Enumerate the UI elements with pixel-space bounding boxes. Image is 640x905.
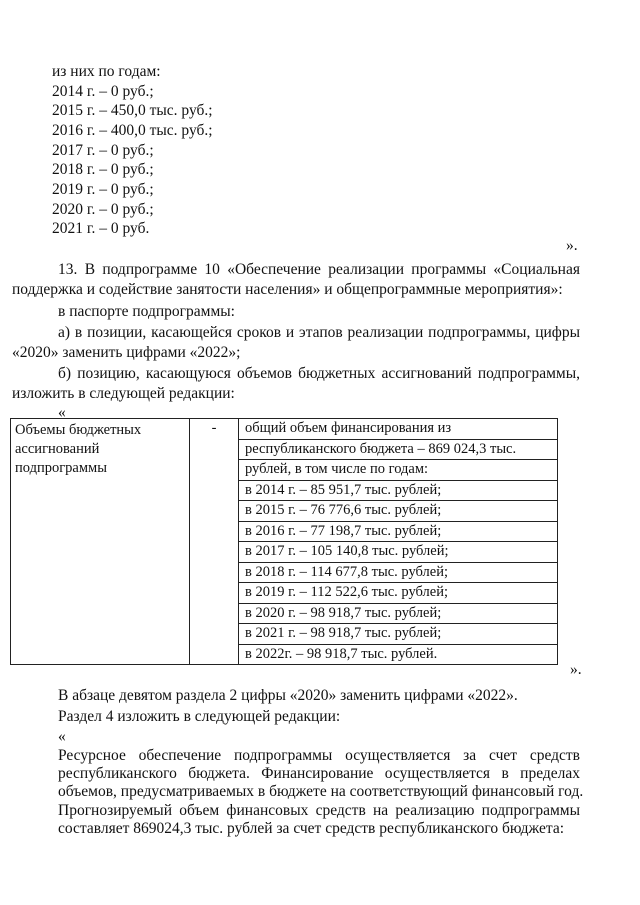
item-b-line: изложить в следующей редакции: [12, 385, 235, 402]
table-value-row: рублей, в том числе по годам: [239, 460, 557, 481]
table-value-row: в 2015 г. – 76 776,6 тыс. рублей; [239, 501, 557, 522]
years-list-item: 2018 г. – 0 руб.; [52, 161, 154, 178]
table-label-line: Объемы бюджетных [15, 422, 142, 438]
section-13-line: 13. В подпрограмме 10 «Обеспечение реализации программы «Социальная [58, 261, 580, 278]
item-b-line: б) позицию, касающуюся объемов бюджетных ассигнований подпрограммы, [58, 365, 580, 382]
open-quote-mark: « [58, 728, 66, 745]
section-13-line: поддержка и содействие занятости населения» и общепрограммные мероприятия»: [12, 281, 563, 298]
table-label-line: ассигнований [15, 441, 100, 457]
years-list-item: 2016 г. – 400,0 тыс. руб.; [52, 122, 213, 139]
years-list-item: 2021 г. – 0 руб. [52, 220, 150, 237]
table-value-row: в 2016 г. – 77 198,7 тыс. рублей; [239, 522, 557, 543]
body-text-line: республиканского бюджета. Финансирование осуществляется в пределах [58, 765, 580, 782]
years-list-item: 2020 г. – 0 руб.; [52, 201, 154, 218]
table-value-cell [239, 419, 558, 665]
table-value-row: республиканского бюджета – 869 024,3 тыс. [239, 440, 557, 461]
table-value-row: общий объем финансирования из [239, 419, 557, 440]
table-value-row: в 2020 г. – 98 918,7 тыс. рублей; [239, 604, 557, 625]
years-list-header: из них по годам: [52, 63, 161, 80]
years-list-item: 2019 г. – 0 руб.; [52, 181, 154, 198]
table-value-row: в 2018 г. – 114 677,8 тыс. рублей; [239, 563, 557, 584]
passport-line: в паспорте подпрограммы: [58, 303, 235, 320]
years-list-item: 2015 г. – 450,0 тыс. руб.; [52, 102, 213, 119]
table-dash-cell: - [190, 419, 239, 665]
close-quote-mark: ». [570, 661, 582, 678]
paragraph-section-2: В абзаце девятом раздела 2 цифры «2020» заменить цифрами «2022». [58, 687, 518, 704]
close-quote-mark: ». [566, 237, 578, 254]
years-list-item: 2017 г. – 0 руб.; [52, 142, 154, 159]
body-text-line: составляет 869024,3 тыс. рублей за счет средств республиканского бюджета: [58, 820, 565, 837]
table-label-line: подпрограммы [15, 460, 107, 476]
table-label-cell [11, 419, 190, 665]
body-text-line: объемов, предусматриваемых в бюджете на соответствующий финансовый год. [58, 783, 584, 800]
years-list-item: 2014 г. – 0 руб.; [52, 83, 154, 100]
open-quote-mark: « [58, 404, 66, 421]
table-value-row: в 2022г. – 98 918,7 тыс. рублей. [245, 645, 438, 662]
budget-allocation-table [10, 418, 558, 665]
body-text-line: Прогнозируемый объем финансовых средств на реализацию подпрограммы [58, 802, 580, 819]
table-value-row: в 2014 г. – 85 951,7 тыс. рублей; [239, 481, 557, 502]
paragraph-section-4: Раздел 4 изложить в следующей редакции: [58, 708, 341, 725]
table-value-row: в 2019 г. – 112 522,6 тыс. рублей; [239, 583, 557, 604]
table-value-row: в 2021 г. – 98 918,7 тыс. рублей; [239, 624, 557, 645]
table-value-row: в 2017 г. – 105 140,8 тыс. рублей; [239, 542, 557, 563]
body-text-line: Ресурсное обеспечение подпрограммы осуществляется за счет средств [58, 747, 580, 764]
item-a-line: а) в позиции, касающейся сроков и этапов реализации подпрограммы, цифры [58, 324, 580, 341]
item-a-line: «2020» заменить цифрами «2022»; [12, 344, 241, 361]
